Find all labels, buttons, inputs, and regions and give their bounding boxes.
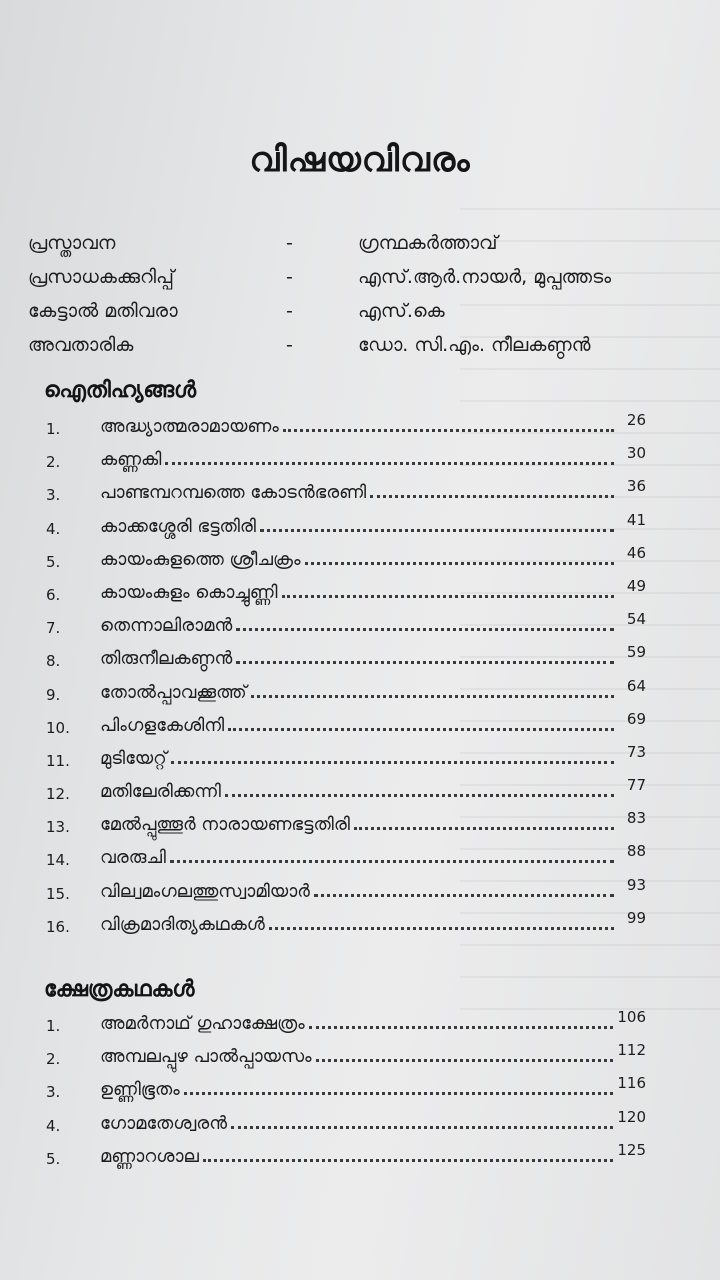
entry-number: 10. — [46, 718, 70, 737]
dot-leader — [309, 1026, 614, 1029]
dot-leader — [251, 695, 614, 698]
dot-leader — [184, 1092, 614, 1095]
entry-page-number: 106 — [617, 1008, 646, 1026]
entry-number: 16. — [46, 917, 70, 936]
entry-title: പാണ്ടമ്പറമ്പത്തെ കോടൻഭരണി — [100, 482, 367, 504]
entry-page-number: 30 — [626, 444, 646, 463]
entry-line — [100, 576, 646, 603]
toc-entry — [46, 610, 646, 648]
entry-line — [100, 809, 646, 836]
toc-entry — [46, 1074, 646, 1112]
dot-leader — [170, 860, 614, 863]
dot-leader — [305, 562, 615, 565]
entry-line — [100, 742, 646, 769]
toc-entry — [46, 809, 646, 847]
credit-name: എസ്.കെ — [358, 300, 445, 322]
entry-number: 4. — [46, 1116, 61, 1135]
entry-title: അദ്ധ്യാത്മരാമായണം — [100, 416, 279, 437]
entry-line — [100, 411, 646, 437]
credit-dash: - — [286, 266, 293, 288]
entry-page-number: 36 — [626, 477, 646, 496]
credit-row — [28, 334, 708, 368]
credit-role: പ്രസാധകക്കുറിപ്പ് — [28, 266, 174, 288]
entry-page-number: 49 — [626, 576, 646, 595]
entry-title: കായംകുളം കൊച്ചുണ്ണി — [100, 581, 278, 603]
toc-list-temple-stories — [46, 1008, 646, 1179]
toc-entry — [46, 477, 646, 515]
credit-row — [28, 300, 708, 334]
entry-page-number: 73 — [626, 742, 646, 761]
entry-number: 12. — [46, 785, 70, 804]
toc-entry — [46, 1107, 646, 1146]
toc-entry — [46, 543, 646, 582]
toc-entry — [46, 576, 646, 615]
entry-page-number: 88 — [626, 842, 646, 861]
entry-line — [100, 1074, 646, 1101]
entry-number: 8. — [46, 652, 61, 671]
entry-page-number: 41 — [626, 510, 646, 529]
entry-number: 5. — [46, 552, 61, 571]
entry-page-number: 54 — [626, 610, 646, 629]
section-heading-legends: ഐതിഹ്യങ്ങൾ — [44, 378, 197, 403]
entry-line — [100, 510, 646, 537]
dot-leader — [282, 595, 614, 598]
entry-page-number: 116 — [617, 1074, 646, 1093]
toc-entry — [46, 411, 646, 449]
toc-entry — [46, 1041, 646, 1079]
entry-number: 6. — [46, 585, 61, 604]
entry-line — [100, 1041, 646, 1068]
section-heading-temple-stories: ക്ഷേത്രകഥകൾ — [44, 977, 195, 1002]
entry-title: മേൽപ്പുത്തൂർ നാരായണഭട്ടതിരി — [100, 814, 350, 836]
entry-title: കണ്ണകി — [100, 449, 162, 471]
entry-title: അമർനാഥ് ഗുഹാക്ഷേത്രം — [100, 1013, 305, 1034]
credit-name: ഗ്രന്ഥകർത്താവ് — [358, 232, 498, 254]
entry-title: പിംഗളകേശിനി — [100, 714, 225, 736]
toc-entry — [46, 875, 646, 914]
entry-number: 15. — [46, 884, 70, 903]
credit-name: എസ്.ആർ.നായർ, മുപ്പത്തടം — [358, 266, 612, 288]
credit-dash: - — [286, 334, 293, 356]
entry-page-number: 46 — [626, 543, 646, 562]
toc-entry — [46, 1140, 646, 1179]
dot-leader — [228, 728, 614, 731]
entry-number: 3. — [46, 1083, 61, 1102]
entry-page-number: 99 — [626, 908, 646, 927]
entry-number: 9. — [46, 685, 61, 704]
entry-line — [100, 676, 646, 703]
entry-page-number: 69 — [626, 709, 646, 728]
entry-line — [100, 444, 646, 471]
dot-leader — [236, 628, 614, 631]
credit-role: അവതാരിക — [28, 334, 134, 356]
entry-title: തോൽപ്പാവക്കൂത്ത് — [100, 681, 247, 703]
entry-title: മുടിയേറ്റ് — [100, 747, 167, 769]
toc-entry — [46, 643, 646, 681]
entry-title: തെന്നാലിരാമൻ — [100, 615, 233, 637]
entry-title: വില്വമംഗലത്തുസ്വാമിയാർ — [100, 880, 310, 902]
dot-leader — [354, 827, 614, 830]
credit-row — [28, 232, 708, 266]
entry-page-number: 64 — [626, 676, 646, 695]
toc-entry — [46, 510, 646, 549]
entry-title: കാക്കശ്ശേരി ഭട്ടതിരി — [100, 515, 256, 537]
entry-line — [100, 543, 646, 570]
toc-entry — [46, 742, 646, 781]
entry-title: മണ്ണാറശാല — [100, 1145, 199, 1167]
dot-leader — [260, 529, 614, 532]
entry-line — [100, 1107, 646, 1134]
entry-number: 1. — [46, 1017, 61, 1035]
entry-number: 1. — [46, 420, 61, 438]
credit-dash: - — [286, 232, 293, 254]
entry-page-number: 125 — [617, 1140, 646, 1159]
entry-page-number: 83 — [626, 809, 646, 828]
entry-number: 13. — [46, 818, 70, 837]
toc-entry — [46, 444, 646, 482]
entry-page-number: 120 — [617, 1107, 646, 1126]
entry-number: 2. — [46, 1050, 61, 1069]
dot-leader — [165, 462, 614, 465]
toc-entry — [46, 1008, 646, 1046]
entry-title: കായംകുളത്തെ ശ്രീചക്രം — [100, 548, 301, 570]
credit-role: കേട്ടാൽ മതിവരാ — [28, 300, 178, 322]
entry-line — [100, 477, 646, 504]
dot-leader — [370, 495, 614, 498]
entry-page-number: 26 — [626, 411, 646, 429]
entry-line — [100, 1140, 646, 1167]
toc-entry — [46, 908, 646, 947]
entry-number: 2. — [46, 453, 61, 472]
credit-role: പ്രസ്താവന — [28, 232, 116, 254]
credits-list — [28, 232, 708, 368]
page-title: വിഷയവിവരം — [249, 140, 471, 180]
dot-leader — [269, 927, 614, 930]
entry-line — [100, 908, 646, 935]
entry-page-number: 112 — [617, 1041, 646, 1060]
toc-entry — [46, 842, 646, 880]
entry-title: വിക്രമാദിത്യകഥകൾ — [100, 913, 265, 935]
entry-number: 7. — [46, 619, 61, 638]
entry-line — [100, 1008, 646, 1034]
dot-leader — [283, 429, 614, 432]
entry-title: വരരുചി — [100, 847, 166, 869]
dot-leader — [314, 894, 614, 897]
dot-leader — [203, 1159, 614, 1162]
entry-line — [100, 875, 646, 902]
entry-title: ഗോമതേശ്വരൻ — [100, 1112, 227, 1134]
credit-name: ഡോ. സി.എം. നീലകണ്ഠൻ — [358, 334, 591, 356]
entry-title: മതിലേരിക്കന്നി — [100, 781, 221, 803]
entry-line — [100, 709, 646, 736]
entry-line — [100, 842, 646, 869]
entry-number: 3. — [46, 486, 61, 505]
credit-dash: - — [286, 300, 293, 322]
toc-entry — [46, 709, 646, 748]
toc-list-legends — [46, 411, 646, 947]
toc-entry — [46, 676, 646, 715]
entry-number: 11. — [46, 751, 70, 770]
entry-number: 5. — [46, 1149, 61, 1168]
entry-title: ഉണ്ണിഭൂതം — [100, 1079, 180, 1101]
entry-line — [100, 643, 646, 670]
entry-line — [100, 776, 646, 803]
credit-row — [28, 266, 708, 300]
dot-leader — [316, 1059, 614, 1062]
dot-leader — [171, 761, 614, 764]
entry-page-number: 93 — [626, 875, 646, 894]
entry-number: 4. — [46, 519, 61, 538]
entry-line — [100, 610, 646, 637]
entry-title: തിരുനീലകണ്ഠൻ — [100, 648, 233, 670]
entry-page-number: 77 — [626, 776, 646, 795]
entry-page-number: 59 — [626, 643, 646, 662]
dot-leader — [231, 1126, 613, 1129]
dot-leader — [225, 794, 614, 797]
entry-number: 14. — [46, 851, 70, 870]
dot-leader — [236, 661, 614, 664]
toc-entry — [46, 776, 646, 814]
entry-title: അമ്പലപ്പുഴ പാൽപ്പായസം — [100, 1046, 312, 1068]
